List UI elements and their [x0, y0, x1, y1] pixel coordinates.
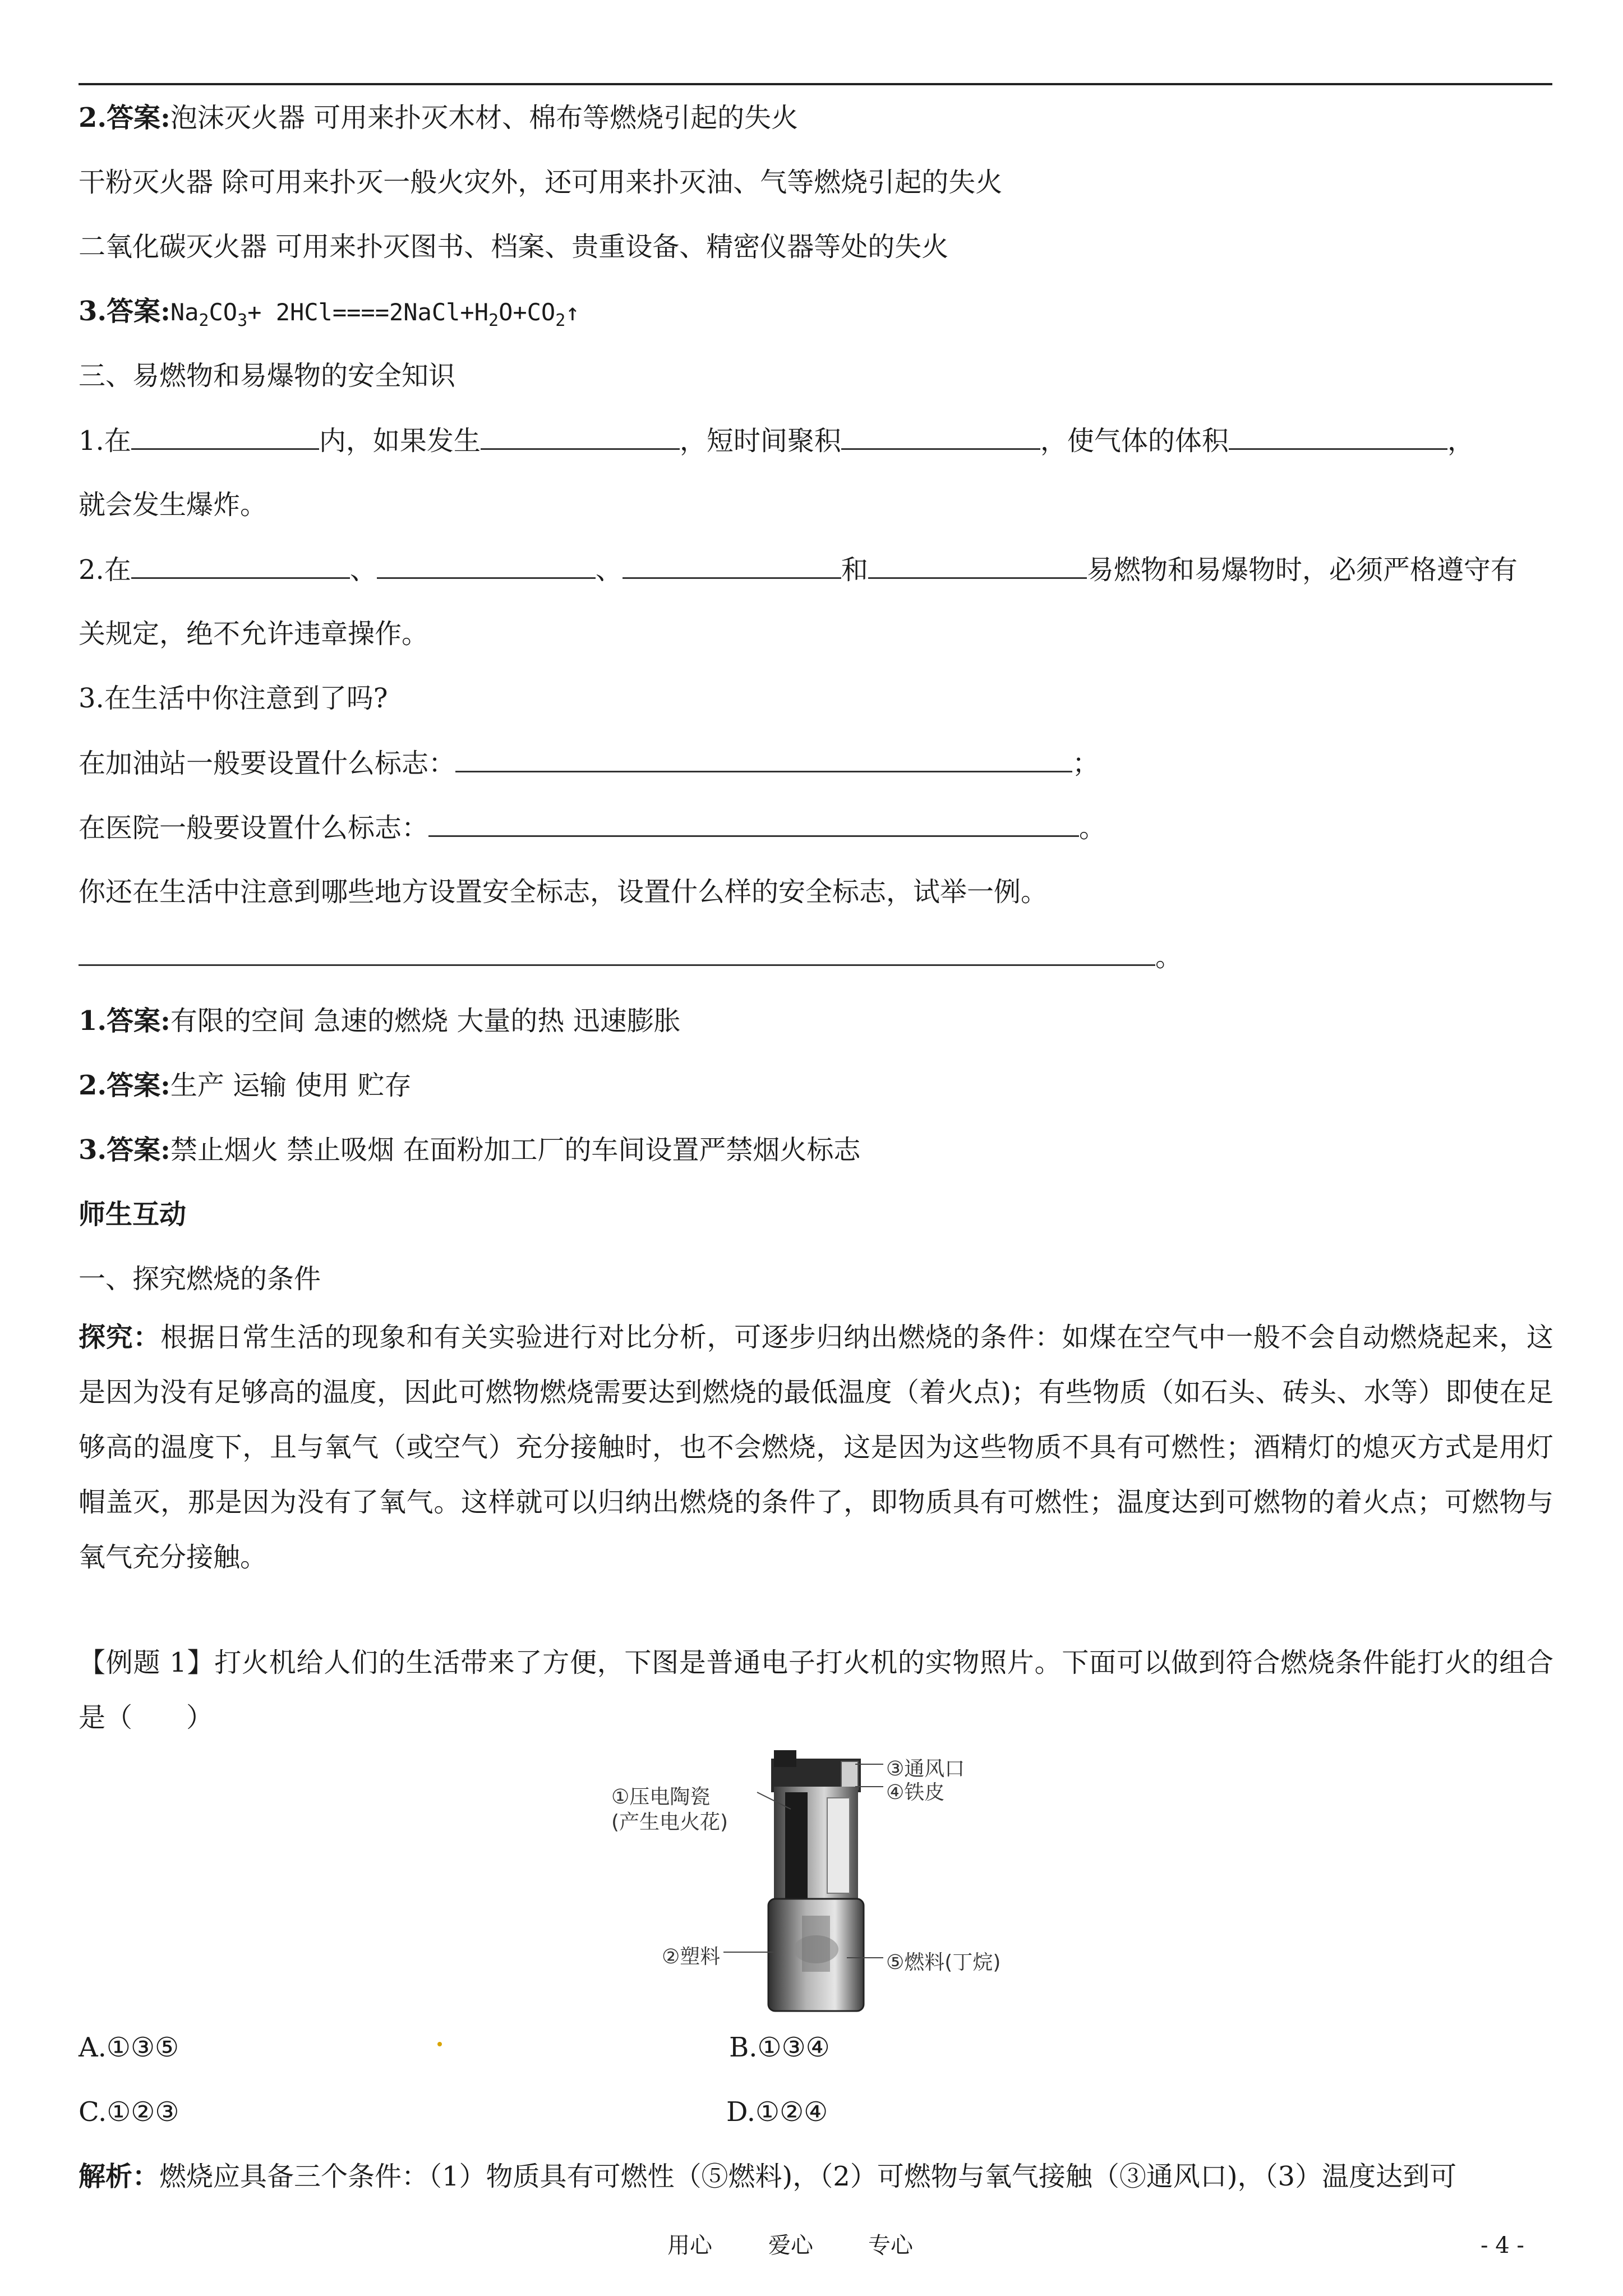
interaction-subheading: 一、探究燃烧的条件: [79, 1263, 321, 1295]
answer-2-line1: [79, 101, 798, 135]
footer-word-1: 用心: [667, 2233, 712, 2258]
eq-subscript: 2: [555, 311, 566, 330]
question-3-line1: 3.在生活中你注意到了吗?: [79, 683, 388, 714]
footer-word-3: 专心: [868, 2233, 913, 2258]
question-text: ，使气体的体积: [1040, 425, 1229, 457]
question-text: 在医院一般要设置什么标志：: [79, 812, 429, 844]
header-rule: [79, 83, 1552, 85]
eq-subscript: 2: [199, 311, 209, 330]
question-3-other: 你还在生活中注意到哪些地方设置安全标志，设置什么样的安全标志，试举一例。: [79, 876, 1048, 908]
fill-blank[interactable]: [1229, 424, 1447, 450]
question-text: ，短时间聚积: [679, 425, 841, 457]
question-3-gas-station: [79, 746, 1099, 780]
answer-label: 2.答案:: [79, 102, 170, 134]
question-text: 2.在: [79, 554, 131, 586]
option-c[interactable]: C.①②③: [79, 2096, 179, 2128]
dot-mark: [437, 2042, 442, 2046]
question-2-line2: 关规定，绝不允许违章操作。: [79, 618, 429, 650]
fill-blank[interactable]: [623, 553, 841, 579]
interaction-heading: 师生互动: [79, 1199, 187, 1230]
question-text: 内，如果发生: [319, 425, 481, 457]
explore-label: 探究：: [79, 1322, 161, 1353]
question-text: ，: [1447, 425, 1474, 457]
question-text: 、: [595, 554, 623, 586]
fill-blank[interactable]: [131, 553, 350, 579]
question-3-other-answer: [79, 940, 1182, 974]
fill-blank[interactable]: [455, 746, 1072, 772]
label-iron: ④铁皮: [886, 1781, 945, 1804]
eq-part: Na: [170, 298, 199, 326]
answer-label: 1.答案:: [79, 1005, 170, 1037]
question-text: ；: [1072, 748, 1100, 779]
question-text: 易燃物和易爆物时，必须严格遵守有: [1086, 554, 1518, 586]
question-text: 1.在: [79, 425, 131, 457]
question-1-line2: 就会发生爆炸。: [79, 489, 268, 521]
option-d[interactable]: D.①②④: [726, 2096, 828, 2128]
question-text: 。: [1155, 941, 1183, 973]
example-label: 【例题 1】: [79, 1647, 215, 1678]
answer-3-equation: [79, 295, 580, 338]
answer-text: 生产 运输 使用 贮存: [170, 1070, 412, 1101]
fill-blank[interactable]: [841, 424, 1040, 450]
question-text: 和: [841, 554, 868, 586]
explore-text: 根据日常生活的现象和有关实验进行对比分析，可逐步归纳出燃烧的条件：如煤在空气中一般不会自动燃烧起来，这是因为没有足够高的温度，因此可燃物燃烧需要达到燃烧的最低温度（着火点)；有些物质（如石头、砖头、水等）即使在足够高的温度下，且与氧气（或空气）充分接触时，也不会燃烧，这是因为这些物质不具有可燃性；酒精灯的熄灭方式是用灯帽盖灭，那是因为没有了氧气。这样就可以归纳出燃烧的条件了，即物质具有可燃性；温度达到可燃物的着火点；可燃物与氧气充分接触。: [79, 1322, 1553, 1573]
answer-2: [79, 1069, 412, 1102]
answer-text: 有限的空间 急速的燃烧 大量的热 迅速膨胀: [170, 1005, 681, 1037]
page-number: - 4 -: [1481, 2233, 1524, 2258]
answer-2-line3: 二氧化碳灭火器 可用来扑灭图书、档案、贵重设备、精密仪器等处的失火: [79, 231, 949, 263]
fill-blank[interactable]: [481, 424, 680, 450]
question-1-line1: [79, 424, 1474, 458]
label-piezo-note: (产生电火花): [611, 1811, 728, 1834]
answer-label: 3.答案:: [79, 296, 170, 327]
answer-3: [79, 1133, 860, 1167]
answer-label: 2.答案:: [79, 1070, 170, 1101]
fill-blank[interactable]: [868, 553, 1087, 579]
example-paragraph: [79, 1635, 1553, 1745]
section-heading: 三、易燃物和易爆物的安全知识: [79, 360, 456, 392]
analysis-line: [79, 2160, 1456, 2193]
label-vent: ③通风口: [886, 1757, 965, 1780]
question-2-line1: [79, 553, 1518, 587]
answer-2-line2: 干粉灭火器 除可用来扑灭一般火灾外，还可用来扑灭油、气等燃烧引起的失火: [79, 167, 1003, 198]
fill-blank[interactable]: [377, 553, 596, 579]
fill-blank[interactable]: [131, 424, 319, 450]
eq-part: CO: [209, 298, 238, 326]
label-plastic: ②塑料: [662, 1945, 721, 1968]
up-arrow-icon: ↑: [565, 298, 580, 326]
question-3-hospital: [79, 811, 1106, 845]
answer-label: 3.答案:: [79, 1134, 170, 1166]
question-text: 在加油站一般要设置什么标志：: [79, 748, 456, 779]
label-fuel: ⑤燃料(丁烷): [886, 1951, 1001, 1974]
option-a[interactable]: A.①③⑤: [79, 2032, 179, 2063]
fill-blank[interactable]: [79, 940, 1155, 966]
label-piezo: ①压电陶瓷: [611, 1786, 711, 1809]
option-b[interactable]: B.①③④: [729, 2032, 830, 2063]
question-text: 。: [1079, 812, 1106, 844]
eq-subscript: 3: [237, 311, 248, 330]
analysis-text: 燃烧应具备三个条件：（1）物质具有可燃性（⑤燃料)，（2）可燃物与氧气接触（③通风口)，（3）温度达到可: [159, 2161, 1457, 2192]
answer-1: [79, 1004, 681, 1038]
example-text: 打火机给人们的生活带来了方便，下图是普通电子打火机的实物照片。下面可以做到符合燃烧条件能打火的组合是（ ）: [79, 1647, 1553, 1733]
eq-part: + 2HCl====2NaCl+H: [247, 298, 488, 326]
fill-blank[interactable]: [428, 811, 1079, 837]
explore-paragraph: [79, 1310, 1553, 1585]
eq-part: O+CO: [499, 298, 556, 326]
footer-word-2: 爱心: [768, 2233, 813, 2258]
answer-text: 泡沫灭火器 可用来扑灭木材、棉布等燃烧引起的失火: [170, 102, 799, 134]
analysis-label: 解析：: [79, 2161, 160, 2192]
answer-text: 禁止烟火 禁止吸烟 在面粉加工厂的车间设置严禁烟火标志: [170, 1134, 861, 1166]
lighter-figure: [606, 1747, 1032, 2014]
question-text: 、: [349, 554, 377, 586]
eq-subscript: 2: [488, 311, 499, 330]
